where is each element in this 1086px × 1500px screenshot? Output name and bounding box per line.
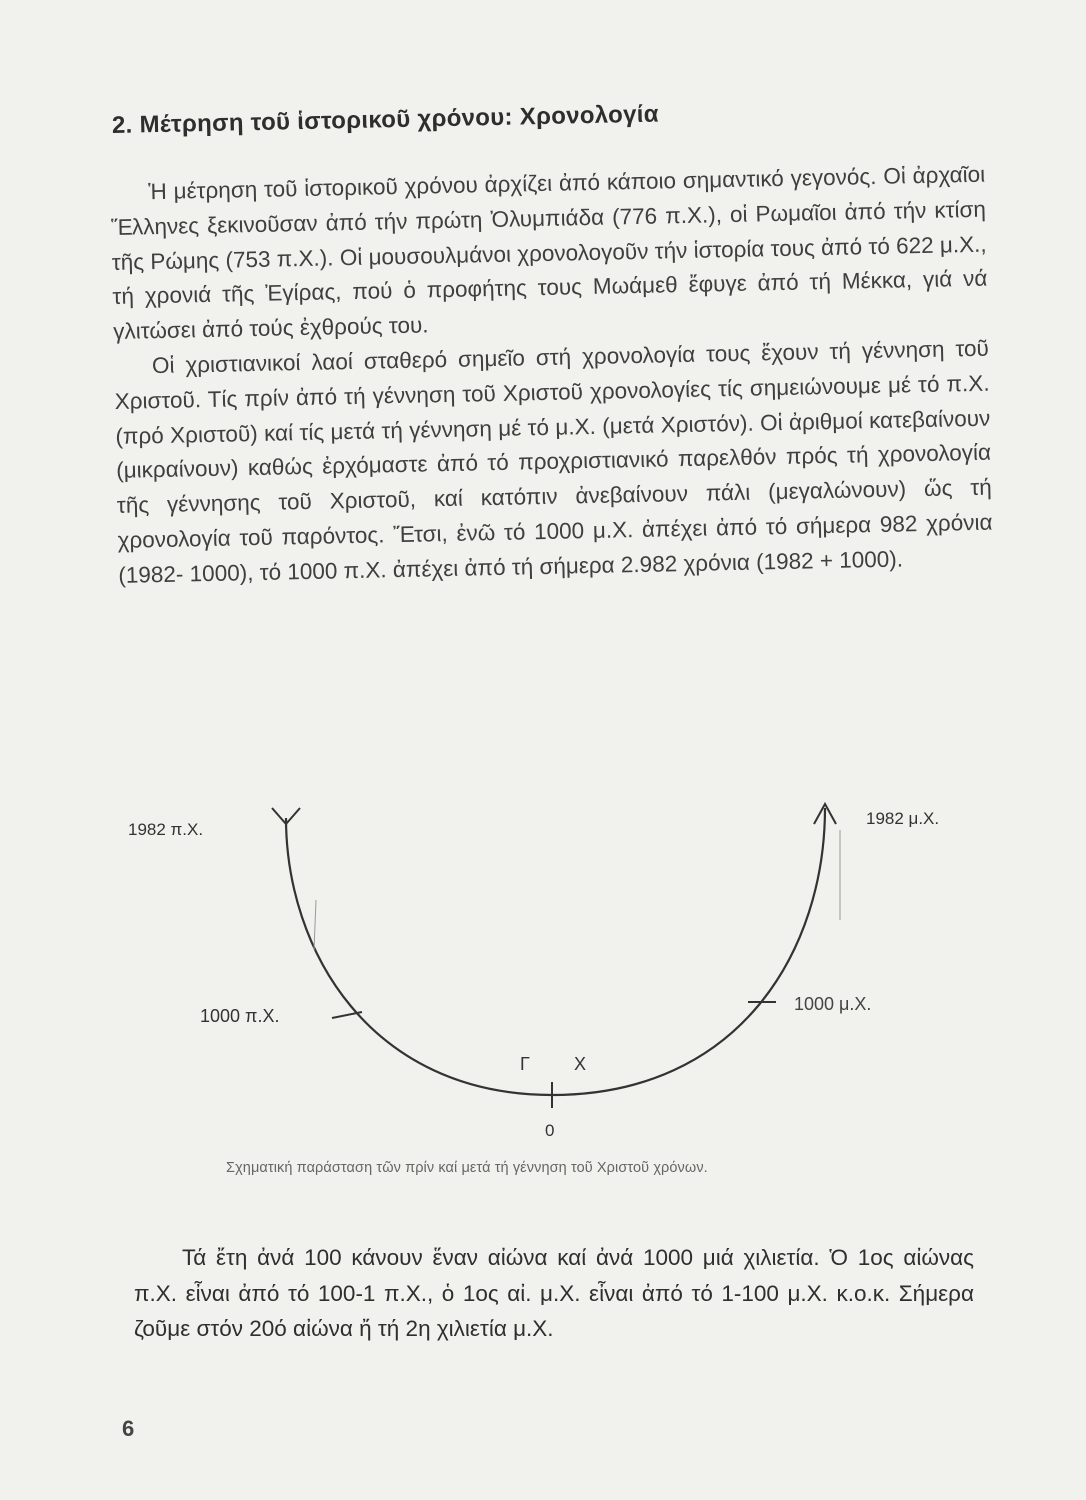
closing-text <box>134 1240 974 1347</box>
label-1000-bc: 1000 π.Χ. <box>200 1006 280 1026</box>
label-1982-bc: 1982 π.Χ. <box>128 820 204 839</box>
paragraph-1: Ἡ μέτρηση τοῦ ἱστορικοῦ χρόνου ἀρχίζει ἀπό κάποιο σημαντικό γεγονός. Οἱ ἀρχαῖοι Ἕλληνες ξεκινοῦσαν ἀπό τήν πρώτη Ὀλυμπιάδα (776 π.Χ.), οἱ Ρωμαῖοι ἀπό τήν κτίση τῆς Ρώμης (753 π.Χ.). Οἱ μουσουλμάνοι χρονολογοῦν τήν ἱστορία τους ἀπό τό 622 μ.Χ., τή χρονιά τῆς Ἐγίρας, πού ὁ προφήτης τους Μωάμεθ ἔφυγε ἀπό τή Μέκκα, γιά νά γλιτώσει ἀπό τούς ἐχθρούς του. <box>110 161 988 345</box>
figure-caption: Σχηματική παράσταση τῶν πρίν καί μετά τή γέννηση τοῦ Χριστοῦ χρόνων. <box>226 1160 708 1176</box>
closing-paragraph: Τά ἔτη ἀνά 100 κάνουν ἕναν αἰώνα καί ἀνά 1000 μιά χιλιετία. Ὁ 1ος αἰώνας π.Χ. εἶναι ἀπό τό 100-1 π.Χ., ὁ 1ος αἰ. μ.Χ. εἶναι ἀπό τό 1-100 μ.Χ. κ.ο.κ. Σήμερα ζοῦμε στόν 20ό αἰώνα ἤ τή 2η χιλιετία μ.Χ. <box>134 1245 974 1341</box>
label-gamma: Γ <box>520 1054 530 1074</box>
label-chi: Χ <box>574 1054 587 1074</box>
guide-line-left <box>314 900 316 950</box>
paragraph-2: Οἱ χριστιανικοί λαοί σταθερό σημεῖο στή χρονολογία τους ἔχουν τή γέννηση τοῦ Χριστοῦ. Τίς πρίν ἀπό τή γέννηση τοῦ Χριστοῦ χρονολογίες τίς σημειώνουμε μέ τό π.Χ. (πρό Χριστοῦ) καί τίς μετά τή γέννηση μέ τό μ.Χ. (μετά Χριστόν). Οἱ ἀριθμοί κατεβαίνουν (μικραίνουν) καθώς ἐρχόμαστε ἀπό τό προχριστιανικό παρελθόν πρός τή χρονολογία τῆς γέννησης τοῦ Χριστοῦ, καί κατόπιν ἀνεβαίνουν πάλι (μεγαλώνουν) ὥς τή χρονολογία τοῦ παρόντος. Ἔτσι, ἐνῶ τό 1000 μ.Χ. ἀπέχει ἀπό τό σήμερα 982 χρόνια (1982- 1000), τό 1000 π.Χ. ἀπέχει ἀπό τή σήμερα 2.982 χρόνια (1982 + 1000). <box>114 335 993 588</box>
body-text <box>110 158 994 594</box>
timeline-curve <box>286 808 825 1095</box>
label-1000-ad: 1000 μ.Χ. <box>794 994 872 1014</box>
section-heading: 2. Μέτρηση τοῦ ἱστορικοῦ χρόνου: Χρονολογία <box>111 100 660 139</box>
label-zero: 0 <box>545 1121 555 1140</box>
label-1982-ad: 1982 μ.Χ. <box>866 809 940 828</box>
page-number: 6 <box>122 1416 135 1441</box>
timeline-diagram <box>100 790 980 1150</box>
